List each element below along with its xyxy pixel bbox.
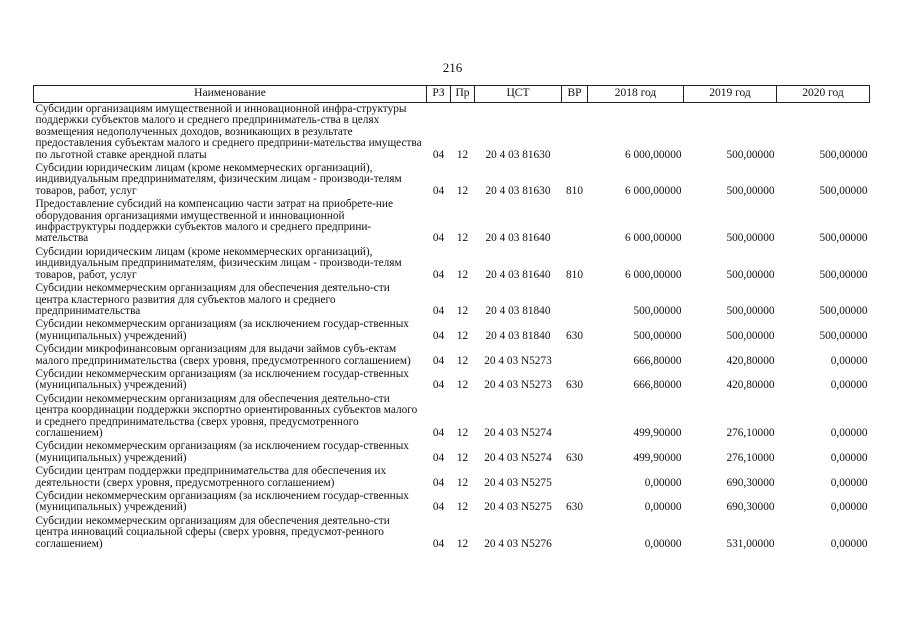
table-header-row (34, 86, 870, 103)
cell-name: Субсидии юридическим лицам (кроме некоммерческих организаций), индивидуальным предпринимателям, физическим лицам - производи-телям товаров, работ, услуг (35, 162, 402, 197)
cell-rz: 04 (432, 304, 445, 317)
cell-pr: 12 (456, 268, 469, 281)
header-vr: ВР (562, 86, 588, 103)
cell-2019: 500,00000 (726, 268, 775, 281)
cell-vr: 630 (566, 329, 583, 342)
cell-cst: 20 4 03 81630 (485, 148, 551, 161)
table-row (34, 103, 870, 163)
cell-cst: 20 4 03 81630 (485, 184, 551, 197)
cell-2020: 0,00000 (830, 379, 868, 392)
cell-2020: 0,00000 (830, 501, 868, 514)
cell-cst: 20 4 03 N5276 (484, 537, 552, 550)
cell-cst: 20 4 03 81640 (485, 232, 551, 245)
cell-vr: 630 (566, 501, 583, 514)
cell-rz: 04 (432, 184, 445, 197)
cell-2018: 666,80000 (633, 379, 682, 392)
header-name: Наименование (34, 86, 427, 103)
table-row (34, 393, 870, 441)
cell-pr: 12 (456, 426, 469, 439)
cell-2019: 531,00000 (726, 537, 775, 550)
cell-vr (562, 282, 588, 318)
cell-pr: 12 (456, 232, 469, 245)
cell-cst: 20 4 03 81840 (485, 304, 551, 317)
cell-name: Субсидии некоммерческим организациям (за исключением государ-ственных (муниципальных) учреждений) (35, 367, 409, 392)
cell-rz: 04 (432, 232, 445, 245)
cell-2020: 500,00000 (819, 304, 868, 317)
cell-2020: 0,00000 (830, 476, 868, 489)
cell-2018: 6 000,00000 (625, 184, 682, 197)
cell-cst: 20 4 03 N5273 (484, 354, 552, 367)
cell-2019: 690,30000 (726, 476, 775, 489)
cell-2018: 500,00000 (633, 329, 682, 342)
cell-pr: 12 (456, 184, 469, 197)
cell-2019: 500,00000 (726, 329, 775, 342)
cell-pr: 12 (456, 451, 469, 464)
table-row (34, 318, 870, 343)
cell-rz: 04 (432, 426, 445, 439)
cell-2018: 666,80000 (633, 354, 682, 367)
cell-rz: 04 (432, 329, 445, 342)
cell-name: Субсидии организациям имущественной и инновационной инфра-структуры поддержки субъектов малого и среднего предприниматель-ства в целях возмещения недополученных доходов, возникающих в результате предоставления субъектам малого и среднего предприни-мательства имущества по льготной ставке арендной платы (35, 103, 422, 161)
header-2019: 2019 год (684, 86, 777, 103)
table-row (34, 246, 870, 282)
cell-name: Субсидии некоммерческим организациям для обеспечения деятельно-сти центра кластерного развития для субъектов малого и среднего предпринимательства (35, 282, 390, 317)
header-2018: 2018 год (588, 86, 684, 103)
cell-cst: 20 4 03 N5273 (484, 379, 552, 392)
cell-2019: 276,10000 (726, 426, 775, 439)
cell-name: Субсидии некоммерческим организациям для обеспечения деятельно-сти центра инноваций социальной сферы (сверх уровня, предусмот-ренного соглашением) (35, 514, 390, 550)
table-row (34, 368, 870, 393)
header-cst: ЦСТ (475, 86, 562, 103)
cell-rz: 04 (432, 476, 445, 489)
cell-vr (562, 343, 588, 368)
cell-2019: 500,00000 (726, 148, 775, 161)
cell-2018: 0,00000 (644, 476, 682, 489)
cell-2019: 500,00000 (726, 304, 775, 317)
cell-name: Субсидии юридическим лицам (кроме некоммерческих организаций), индивидуальным предпринимателям, физическим лицам - производи-телям товаров, работ, услуг (35, 245, 402, 281)
cell-2020: 500,00000 (819, 329, 868, 342)
cell-vr (562, 103, 588, 163)
cell-vr (562, 515, 588, 551)
cell-vr (562, 465, 588, 490)
table-body (34, 103, 870, 552)
cell-2019: 690,30000 (726, 501, 775, 514)
cell-2018: 6 000,00000 (625, 148, 682, 161)
cell-cst: 20 4 03 N5274 (484, 451, 552, 464)
table-row (34, 162, 870, 198)
table-row (34, 282, 870, 318)
cell-2019: 420,80000 (726, 379, 775, 392)
header-2020: 2020 год (777, 86, 870, 103)
table-row (34, 490, 870, 515)
cell-2018: 0,00000 (644, 501, 682, 514)
cell-rz: 04 (432, 537, 445, 550)
cell-2018: 6 000,00000 (625, 268, 682, 281)
table-row (34, 465, 870, 490)
cell-vr: 630 (566, 451, 583, 464)
cell-2020: 0,00000 (830, 354, 868, 367)
cell-name: Субсидии микрофинансовым организациям для выдачи займов субъ-ектам малого предпринимательства (сверх уровня, предусмотренного соглашением) (35, 343, 411, 367)
cell-vr (562, 393, 588, 441)
cell-cst: 20 4 03 N5275 (484, 476, 552, 489)
cell-rz: 04 (432, 379, 445, 392)
cell-2018: 500,00000 (633, 304, 682, 317)
cell-2020: 500,00000 (819, 268, 868, 281)
cell-2020: 0,00000 (830, 451, 868, 464)
budget-table (33, 85, 870, 551)
table-row (34, 515, 870, 551)
cell-2020: 0,00000 (830, 426, 868, 439)
cell-name: Субсидии некоммерческим организациям (за исключением государ-ственных (муниципальных) учреждений) (35, 318, 409, 342)
cell-cst: 20 4 03 81640 (485, 268, 551, 281)
cell-name: Субсидии центрам поддержки предпринимательства для обеспечения их деятельности (сверх уровня, предусмотренного соглашением) (35, 465, 387, 489)
header-pr: Пр (451, 86, 475, 103)
cell-2020: 500,00000 (819, 184, 868, 197)
cell-2019: 420,80000 (726, 354, 775, 367)
cell-2020: 500,00000 (819, 232, 868, 245)
cell-2019: 276,10000 (726, 451, 775, 464)
header-rz: РЗ (427, 86, 451, 103)
cell-pr: 12 (456, 476, 469, 489)
cell-cst: 20 4 03 N5274 (484, 426, 552, 439)
cell-2020: 500,00000 (819, 148, 868, 161)
page-number: 216 (442, 60, 463, 75)
cell-2020: 0,00000 (830, 537, 868, 550)
cell-2018: 0,00000 (644, 537, 682, 550)
cell-2019: 500,00000 (726, 232, 775, 245)
cell-vr (562, 198, 588, 246)
cell-rz: 04 (432, 501, 445, 514)
cell-2018: 499,90000 (633, 451, 682, 464)
cell-2018: 6 000,00000 (625, 232, 682, 245)
cell-rz: 04 (432, 451, 445, 464)
cell-pr: 12 (456, 304, 469, 317)
cell-vr: 810 (566, 268, 583, 281)
cell-rz: 04 (432, 268, 445, 281)
cell-cst: 20 4 03 N5275 (484, 501, 552, 514)
cell-2019: 500,00000 (726, 184, 775, 197)
cell-pr: 12 (456, 148, 469, 161)
cell-pr: 12 (456, 537, 469, 550)
table-row (34, 343, 870, 368)
cell-pr: 12 (456, 501, 469, 514)
cell-rz: 04 (432, 354, 445, 367)
cell-pr: 12 (456, 329, 469, 342)
cell-vr: 810 (566, 184, 583, 197)
cell-vr: 630 (566, 379, 583, 392)
cell-cst: 20 4 03 81840 (485, 329, 551, 342)
table-row (34, 198, 870, 246)
cell-name: Субсидии некоммерческим организациям для обеспечения деятельно-сти центра координации поддержки экспортно ориентированных субъектов малого и среднего предпринимательства (сверх уровня, предусмотренного соглашением) (35, 392, 418, 439)
cell-pr: 12 (456, 379, 469, 392)
cell-name: Предоставление субсидий на компенсацию части затрат на приобрете-ние оборудования организациями имущественной и инновационной инфраструктуры поддержки субъектов малого и среднего предприни-мательства (35, 198, 393, 245)
cell-name: Субсидии некоммерческим организациям (за исключением государ-ственных (муниципальных) учреждений) (35, 490, 409, 514)
cell-pr: 12 (456, 354, 469, 367)
cell-name: Субсидии некоммерческим организациям (за исключением государ-ственных (муниципальных) учреждений) (35, 440, 409, 464)
table-row (34, 440, 870, 465)
cell-rz: 04 (432, 148, 445, 161)
cell-2018: 499,90000 (633, 426, 682, 439)
